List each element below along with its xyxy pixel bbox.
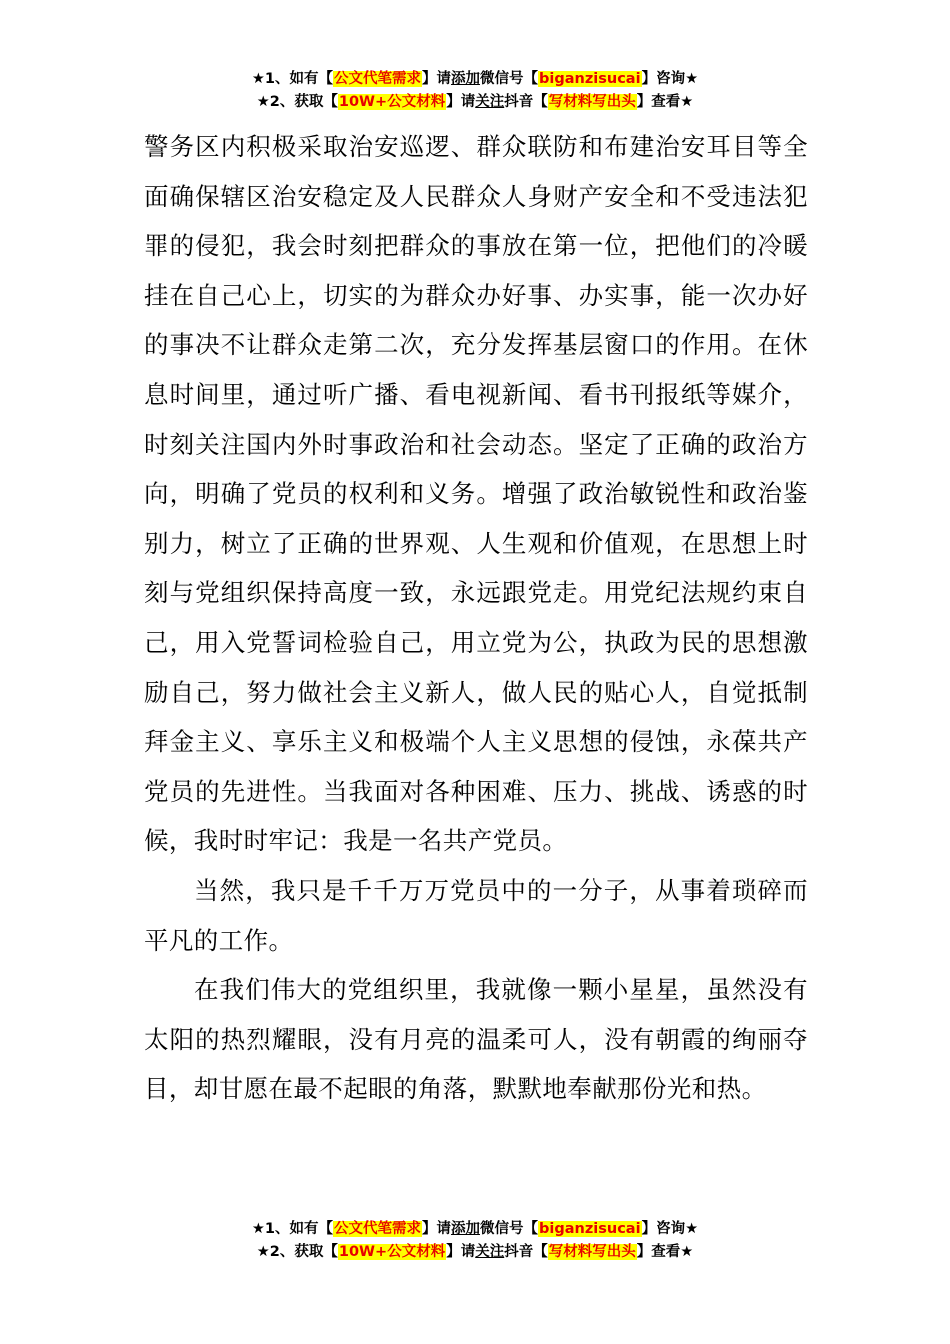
banner-text: 】请	[446, 1244, 476, 1260]
banner-line-1	[0, 68, 950, 91]
banner-highlight: 公文代笔需求	[334, 71, 422, 87]
banner-text: ★2、获取【	[256, 94, 338, 110]
banner-text: 抖音【	[504, 1244, 548, 1260]
banner-highlight: 写材料写出头	[548, 1244, 636, 1260]
banner-line-2	[0, 91, 950, 114]
banner-highlight: 公文代笔需求	[334, 1221, 422, 1237]
banner-text: ★1、如有【	[251, 1221, 334, 1237]
footer-banner	[0, 1218, 950, 1264]
banner-text: 】查看★	[636, 94, 694, 110]
banner-text: 抖音【	[504, 94, 548, 110]
banner-highlight: 10W+公文材料	[338, 94, 446, 110]
banner-highlight: biganzisucai	[539, 1221, 641, 1237]
banner-line-2	[0, 1241, 950, 1264]
banner-line-1	[0, 1218, 950, 1241]
banner-underlined: 添加	[451, 1221, 481, 1237]
banner-text: 】咨询★	[641, 71, 699, 87]
banner-text: 】请	[422, 1221, 452, 1237]
banner-text: 】请	[446, 94, 476, 110]
banner-text: 微信号【	[480, 71, 539, 87]
banner-text: 微信号【	[480, 1221, 539, 1237]
header-banner	[0, 68, 950, 114]
banner-text: 】查看★	[636, 1244, 694, 1260]
paragraph: 当然，我只是千千万万党员中的一分子，从事着琐碎而平凡的工作。	[144, 875, 808, 955]
banner-highlight: 写材料写出头	[548, 94, 636, 110]
banner-highlight: 10W+公文材料	[338, 1244, 446, 1260]
banner-underlined: 添加	[451, 71, 481, 87]
paragraph: 在我们伟大的党组织里，我就像一颗小星星，虽然没有太阳的热烈耀眼，没有月亮的温柔可人，没有朝霞的绚丽夺目，却甘愿在最不起眼的角落，默默地奉献那份光和热。	[144, 975, 808, 1104]
paragraph: 警务区内积极采取治安巡逻、群众联防和布建治安耳目等全面确保辖区治安稳定及人民群众人身财产安全和不受违法犯罪的侵犯，我会时刻把群众的事放在第一位，把他们的冷暖挂在自己心上，切实的为群众办好事、办实事，能一次办好的事决不让群众走第二次，充分发挥基层窗口的作用。在休息时间里，通过听广播、看电视新闻、看书刊报纸等媒介，时刻关注国内外时事政治和社会动态。坚定了正确的政治方向，明确了党员的权利和义务。增强了政治敏锐性和政治鉴别力，树立了正确的世界观、人生观和价值观，在思想上时刻与党组织保持高度一致，永远跟党走。用党纪法规约束自己，用入党誓词检验自己，用立党为公，执政为民的思想激励自己，努力做社会主义新人，做人民的贴心人，自觉抵制拜金主义、享乐主义和极端个人主义思想的侵蚀，永葆共产党员的先进性。当我面对各种困难、压力、挑战、诱惑的时候，我时时牢记：我是一名共产党员。	[144, 132, 808, 856]
banner-underlined: 关注	[475, 94, 505, 110]
document-body	[144, 122, 808, 1114]
banner-text: ★2、获取【	[256, 1244, 338, 1260]
banner-underlined: 关注	[475, 1244, 505, 1260]
banner-text: 】咨询★	[641, 1221, 699, 1237]
banner-text: 】请	[422, 71, 452, 87]
banner-highlight: biganzisucai	[539, 71, 641, 87]
banner-text: ★1、如有【	[251, 71, 334, 87]
